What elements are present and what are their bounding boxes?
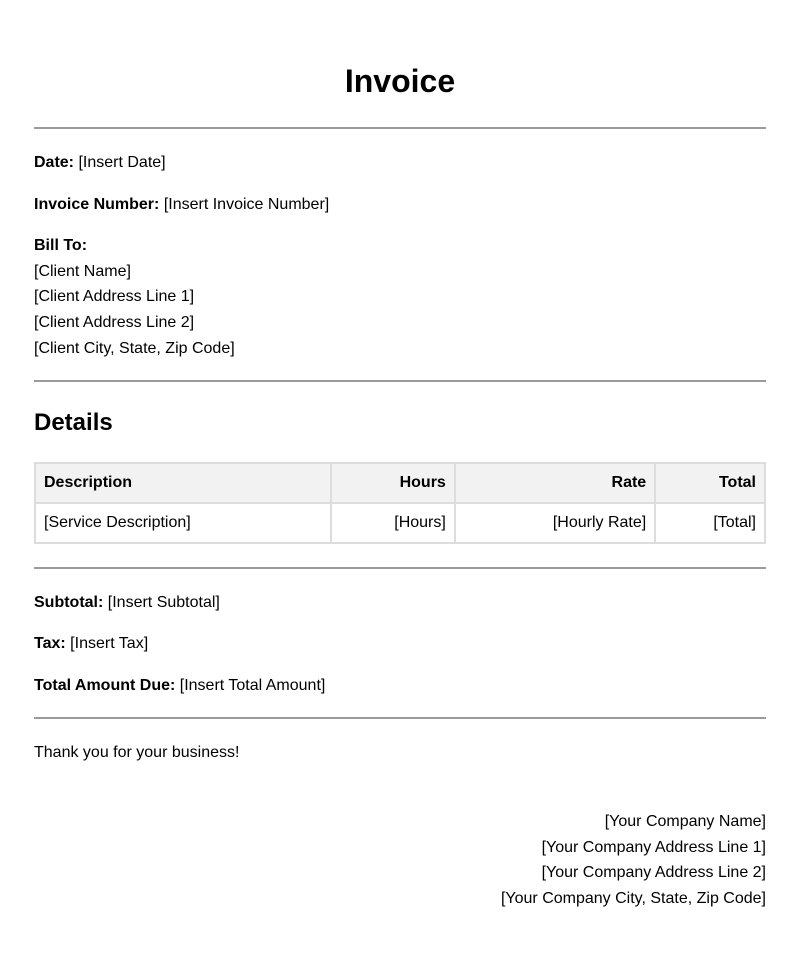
- bill-to-line: [Client Address Line 1]: [34, 288, 195, 305]
- company-address-block: [501, 809, 766, 912]
- cell-total: [Total]: [655, 503, 765, 543]
- tax-value: [Insert Tax]: [70, 635, 149, 652]
- table-header-row: [35, 463, 765, 503]
- subtotal-label: Subtotal:: [34, 594, 104, 611]
- cell-rate: [Hourly Rate]: [455, 503, 655, 543]
- bill-to-line: [Client City, State, Zip Code]: [34, 340, 235, 357]
- invoice-number-value: [Insert Invoice Number]: [163, 196, 330, 213]
- details-table: [34, 462, 766, 544]
- company-line: [Your Company City, State, Zip Code]: [500, 890, 766, 908]
- column-header-description: Description: [35, 463, 331, 503]
- table-row: [35, 503, 765, 543]
- bill-to-heading: Bill To:: [34, 237, 88, 254]
- divider: [34, 380, 766, 382]
- divider: [34, 127, 766, 129]
- tax-line: [34, 634, 148, 654]
- details-heading: Details: [34, 409, 113, 436]
- invoice-number-line: [34, 195, 329, 215]
- total-due-label: Total Amount Due:: [34, 677, 176, 694]
- column-header-rate: Rate: [455, 463, 655, 503]
- company-line: [Your Company Address Line 1]: [541, 838, 766, 856]
- company-line: [Your Company Address Line 2]: [541, 864, 766, 882]
- column-header-hours: Hours: [331, 463, 455, 503]
- column-header-total: Total: [655, 463, 765, 503]
- total-due-value: [Insert Total Amount]: [179, 677, 326, 694]
- subtotal-value: [Insert Subtotal]: [107, 594, 220, 611]
- tax-label: Tax:: [34, 635, 66, 652]
- invoice-title: Invoice: [344, 63, 456, 99]
- invoice-number-label: Invoice Number:: [34, 196, 160, 213]
- divider: [34, 717, 766, 719]
- bill-to-line: [Client Name]: [34, 263, 131, 280]
- date-line: [34, 153, 166, 173]
- date-label: Date:: [34, 154, 75, 171]
- bill-to-line: [Client Address Line 2]: [34, 314, 195, 331]
- cell-hours: [Hours]: [331, 503, 455, 543]
- thank-you-note: Thank you for your business!: [34, 744, 240, 761]
- divider: [34, 567, 766, 569]
- cell-description: [Service Description]: [35, 503, 331, 543]
- date-value: [Insert Date]: [78, 154, 166, 171]
- subtotal-line: [34, 593, 220, 613]
- bill-to-label: [34, 236, 87, 256]
- total-due-line: [34, 676, 325, 696]
- company-line: [Your Company Name]: [604, 813, 766, 830]
